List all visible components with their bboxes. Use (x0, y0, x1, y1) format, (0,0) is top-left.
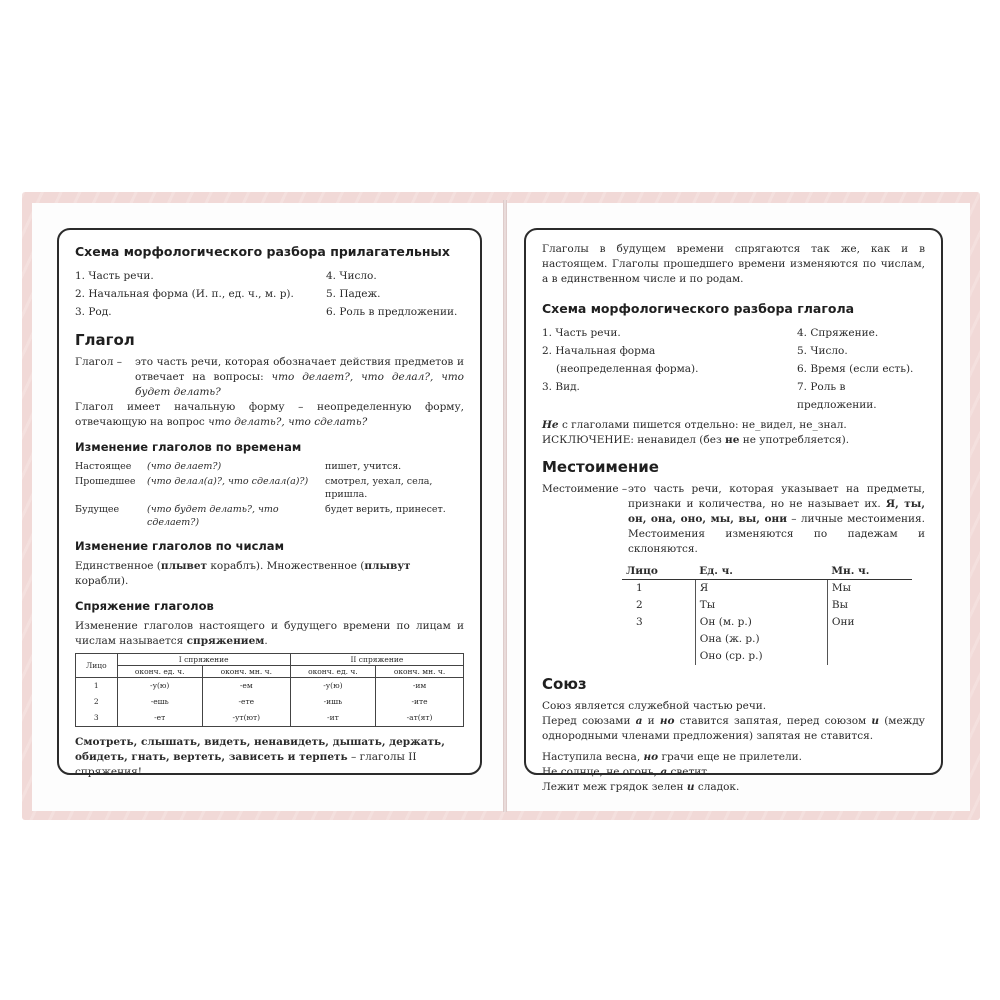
table-cell: Они (831, 616, 855, 628)
verb-item: 3. Вид. (542, 381, 580, 393)
exception-bold: не (725, 434, 740, 446)
tense-question: (что делает?) (147, 461, 222, 472)
pronoun-def-text: это часть речи, которая указывает на предметы, признаки и количества, но не называет их. (628, 483, 925, 510)
table-cell: -ут(ют) (202, 710, 290, 727)
union-text: Перед союзами (542, 715, 636, 727)
example-bold: а (660, 766, 668, 778)
exception-end: не употребляется). (742, 434, 850, 446)
pronoun-def-end: – личные местоимения. (787, 513, 925, 525)
verb-definition (75, 355, 464, 400)
verb-item: 6. Время (если есть). (797, 363, 914, 375)
table-cell: -ете (202, 694, 290, 710)
union-example (542, 750, 925, 765)
pronoun-term: Местоимение – (542, 483, 628, 495)
verb-term: Глагол – (75, 356, 122, 368)
example-bold: но (643, 751, 659, 763)
exception-text: ИСКЛЮЧЕНИЕ: ненавидел (без (542, 434, 722, 446)
union-text: ставится запятая, перед союзом (674, 715, 872, 727)
table-cell: -у(ю) (117, 678, 202, 695)
notebook-spine (503, 200, 507, 812)
tense-row (75, 475, 464, 501)
table-header-group: II спряжение (290, 654, 463, 666)
table-subheader: оконч. мн. ч. (202, 666, 290, 678)
verb-initial-form (75, 400, 464, 430)
verb-heading: Глагол (75, 331, 135, 349)
union-example (542, 780, 925, 795)
conjugation-heading: Спряжение глаголов (75, 599, 214, 613)
table-row (622, 597, 912, 614)
number-text: Единственное ( (75, 560, 161, 572)
verb-scheme-title: Схема морфологического разбора глагола (542, 301, 855, 316)
tense-example: смотрел, уехал, села, пришла. (325, 476, 433, 500)
conj-text: Изменение глаголов настоящего и будущего времени по лицам и числам называется (75, 620, 464, 647)
conjugation-definition: Изменение глаголов настоящего и будущего времени по лицам и числам называется спряжением. (75, 620, 464, 647)
table-cell: -им (376, 678, 464, 695)
table-header: Ед. ч. (695, 563, 827, 580)
adj-item: 4. Число. (326, 270, 377, 282)
table-row (76, 666, 464, 678)
example-text: Не солнце, не огонь, (542, 766, 661, 778)
conjugation-table (75, 653, 464, 727)
table-subheader: оконч. ед. ч. (290, 666, 375, 678)
table-row (76, 694, 464, 710)
number-heading: Изменение глаголов по числам (75, 539, 284, 553)
table-header-lico: Лицо (76, 654, 118, 678)
table-cell: -ат(ят) (376, 710, 464, 727)
conj-word: спряжением (186, 635, 265, 647)
table-cell: 3 (76, 710, 118, 727)
tense-example: будет верить, принесет. (325, 504, 446, 515)
table-subheader: оконч. мн. ч. (376, 666, 464, 678)
pronoun-heading: Местоимение (542, 458, 659, 476)
verb-initial-text: Глагол имеет начальную форму – неопределенную форму, отвечающую на вопрос (75, 401, 464, 428)
ne-rule (542, 418, 925, 433)
table-cell: Она (ж. р.) (695, 631, 827, 648)
adj-scheme-list (75, 267, 464, 321)
tense-name: Прошедшее (75, 476, 136, 487)
verb-scheme-list (542, 324, 925, 414)
table-cell: -ешь (117, 694, 202, 710)
table-cell: Он (м. р.) (695, 614, 827, 631)
table-cell: -у(ю) (290, 678, 375, 695)
example-bold: и (686, 781, 695, 793)
table-cell (622, 648, 695, 665)
example-text: светит. (667, 766, 711, 778)
table-cell: -ем (202, 678, 290, 695)
ne-text: с глаголами пишется отдельно: не_видел, не_знал. (558, 419, 847, 431)
verb-item: 1. Часть речи. (542, 327, 621, 339)
union-heading: Союз (542, 675, 587, 693)
adj-item: 2. Начальная форма (И. п., ед. ч., м. р). (75, 288, 294, 300)
union-text: (между однородными членами предложения) запятая не ставится. (542, 715, 925, 742)
table-cell: -ет (117, 710, 202, 727)
pronoun-change: Местоимения изменяются по падежам и склоняются. (628, 528, 925, 555)
number-text: корабли). (75, 575, 129, 587)
table-cell: 1 (76, 678, 118, 695)
tense-intro: Глаголы в будущем времени спрягаются так же, как и в настоящем. Глаголы прошедшего времени изменяются по числам, а в единственном числе и по родам. (542, 243, 925, 285)
tense-name: Настоящее (75, 461, 132, 472)
number-text: кораблъ). Множественное ( (207, 560, 365, 572)
tense-row (75, 503, 464, 529)
tense-heading: Изменение глаголов по временам (75, 440, 302, 454)
verb-item: (неопределенная форма). (556, 363, 699, 375)
table-cell: Мы (831, 582, 851, 594)
ne-bold: Не (542, 419, 559, 431)
tense-question: (что делал(а)?, что сделал(а)?) (147, 476, 309, 487)
table-cell (827, 631, 912, 648)
example-text: сладок. (694, 781, 740, 793)
table-cell: 2 (76, 694, 118, 710)
adj-item: 6. Роль в предложении. (326, 306, 458, 318)
table-cell: Ты (695, 597, 827, 614)
table-row (622, 631, 912, 648)
table-cell (827, 648, 912, 665)
example-text: Наступила весна, (542, 751, 644, 763)
conjugation-exceptions (75, 735, 464, 780)
exception-verbs: Смотреть, слышать, видеть, ненавидеть, дышать, держать, обидеть, гнать, вертеть, зависеть и терпеть (75, 736, 445, 763)
table-cell: -ит (290, 710, 375, 727)
table-row (76, 678, 464, 695)
pronoun-definition (542, 482, 925, 557)
adj-item: 3. Род. (75, 306, 112, 318)
tense-name: Будущее (75, 504, 120, 515)
table-row (622, 614, 912, 631)
table-row (622, 580, 912, 598)
adj-scheme-title: Схема морфологического разбора прилагательных (75, 244, 450, 259)
table-cell: -ите (376, 694, 464, 710)
verb-item: 2. Начальная форма (542, 345, 656, 357)
verb-item: 7. Роль в предложении. (797, 381, 877, 411)
union-bold: а (635, 715, 643, 727)
number-bold: плывут (364, 560, 411, 572)
table-cell: Оно (ср. р.) (695, 648, 827, 665)
verb-def-questions: что делает?, что делал?, что будет делать? (135, 371, 465, 398)
verb-item: 5. Число. (797, 345, 848, 357)
table-cell: 2 (636, 599, 643, 611)
example-text: Лежит меж грядок зелен (542, 781, 687, 793)
union-rule (542, 714, 925, 744)
tense-example: пишет, учится. (325, 461, 402, 472)
verb-item: 4. Спряжение. (797, 327, 879, 339)
example-text: грачи еще не прилетели. (658, 751, 802, 763)
table-cell: Вы (831, 599, 848, 611)
table-cell: -ишь (290, 694, 375, 710)
union-bold: но (659, 715, 675, 727)
table-header-group: I спряжение (117, 654, 290, 666)
number-example (75, 559, 464, 589)
table-row (622, 563, 912, 580)
ne-exception (542, 433, 925, 448)
table-cell (622, 631, 695, 648)
table-cell: 1 (636, 582, 643, 594)
pronoun-list: Я, ты, он, она, оно, мы, вы, они (628, 498, 925, 525)
adj-item: 1. Часть речи. (75, 270, 154, 282)
table-row (76, 654, 464, 666)
table-cell: 3 (636, 616, 643, 628)
union-example (542, 765, 925, 780)
exception-note: – глаголы II спряжения! (75, 751, 417, 778)
right-reference-card (524, 228, 943, 793)
left-reference-card (57, 228, 482, 778)
tense-row (75, 460, 464, 473)
verb-def-text: это часть речи, которая обозначает действия предметов и отвечает на вопросы: (135, 356, 464, 383)
adj-item: 5. Падеж. (326, 288, 381, 300)
table-cell: Я (695, 580, 827, 598)
union-definition: Союз является служебной частью речи. (542, 700, 767, 712)
table-subheader: оконч. ед. ч. (117, 666, 202, 678)
number-bold: плывет (160, 560, 208, 572)
union-text: и (642, 715, 660, 727)
table-header: Лицо (622, 563, 695, 580)
tense-question: (что будет делать?, что сделает?) (147, 504, 279, 528)
table-header: Мн. ч. (827, 563, 912, 580)
pronoun-table (622, 563, 912, 665)
table-row (622, 648, 912, 665)
table-row (76, 710, 464, 727)
verb-initial-questions: что делать?, что сделать? (208, 416, 368, 428)
union-bold: и (871, 715, 880, 727)
